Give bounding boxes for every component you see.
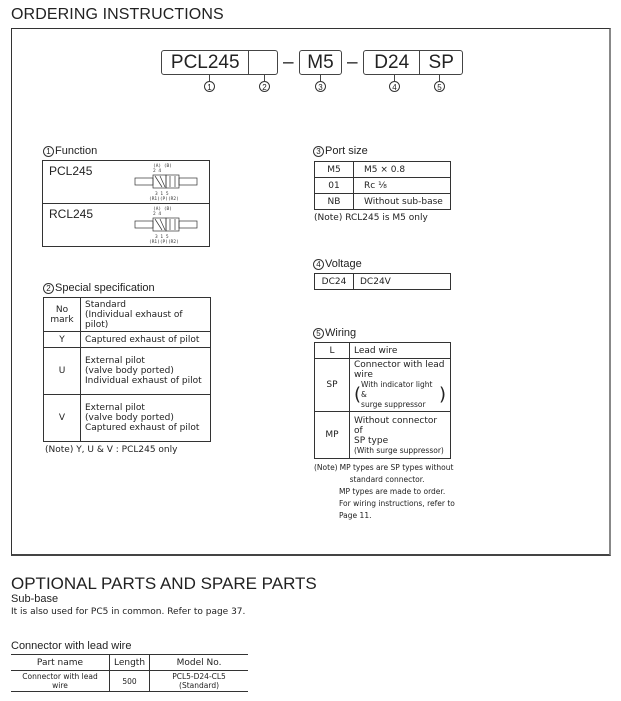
- wiring-title: Wiring: [325, 327, 357, 339]
- valve-symbol-icon: [133, 161, 209, 203]
- model-code-group-2: [299, 50, 342, 75]
- table-row: [315, 343, 451, 359]
- marker-4: 4: [389, 81, 400, 92]
- subbase-text: It is also used for PC5 in common. Refer to page 37.: [11, 607, 246, 617]
- function-label: PCL245: [49, 164, 93, 178]
- table-row: [44, 332, 211, 348]
- spec-code: U: [44, 348, 81, 395]
- spec-code: No mark: [44, 298, 81, 332]
- marker-1: 1: [204, 81, 215, 92]
- number-circle: 1: [43, 146, 54, 157]
- connector-table: [11, 654, 248, 692]
- code-wiring: SP: [419, 51, 462, 74]
- function-row: [43, 203, 209, 246]
- table-row: [44, 298, 211, 332]
- number-circle: 4: [313, 259, 324, 270]
- spec-code: Y: [44, 332, 81, 348]
- port-desc: Without sub-base: [354, 194, 451, 210]
- column-header: Model No.: [150, 655, 248, 671]
- symbol-port-label: (R1)(P)(R2): [149, 197, 179, 202]
- wiring-note: (Note) MP types are SP types without standard connector. MP types are made to order. For wiring instructions, refer to Page 11.: [314, 463, 455, 520]
- code-dash: –: [283, 52, 294, 73]
- model-code-group-3: [363, 50, 463, 75]
- port-size-table: [314, 161, 451, 210]
- code-special: [248, 51, 277, 74]
- table-row: [315, 194, 451, 210]
- number-circle: 3: [313, 146, 324, 157]
- wiring-table: [314, 342, 451, 459]
- special-title: Special specification: [55, 282, 155, 294]
- symbol-port-number: 2 4: [153, 212, 162, 217]
- code-voltage: D24: [374, 51, 410, 73]
- voltage-title: Voltage: [325, 258, 362, 270]
- code-dash: –: [347, 52, 358, 73]
- spec-code: V: [44, 395, 81, 442]
- port-code: M5: [315, 162, 354, 178]
- symbol-port-number: 2 4: [153, 169, 162, 174]
- wiring-section-title: [313, 327, 356, 339]
- code-port: M5: [307, 51, 334, 73]
- voltage-table: [314, 273, 451, 290]
- port-code: NB: [315, 194, 354, 210]
- spec-desc: External pilot (valve body ported) Individual exhaust of pilot: [81, 348, 211, 395]
- table-row: [315, 274, 451, 290]
- spec-desc: Captured exhaust of pilot: [81, 332, 211, 348]
- spec-desc: Standard (Individual exhaust of pilot): [81, 298, 211, 332]
- ordering-instructions-title: ORDERING INSTRUCTIONS: [11, 6, 224, 23]
- symbol-port-number: 3 1 5: [155, 235, 169, 240]
- model-code-group-1: [161, 50, 278, 75]
- table-cell: PCL5-D24-CL5 (Standard): [150, 671, 248, 692]
- function-label: RCL245: [49, 207, 94, 221]
- wiring-code: L: [315, 343, 350, 359]
- subbase-title: Sub-base: [11, 593, 59, 605]
- marker-5: 5: [434, 81, 445, 92]
- spec-desc: External pilot (valve body ported) Captured exhaust of pilot: [81, 395, 211, 442]
- column-header: Length: [110, 655, 150, 671]
- number-circle: 2: [43, 283, 54, 294]
- valve-symbol-icon: [133, 204, 209, 246]
- special-spec-table: [43, 297, 211, 442]
- marker-2: 2: [259, 81, 270, 92]
- table-row: [315, 162, 451, 178]
- wiring-code: MP: [315, 412, 350, 459]
- table-cell: Connector with lead wire: [11, 671, 110, 692]
- code-model: PCL245: [170, 51, 240, 73]
- symbol-port-number: 3 1 5: [155, 192, 169, 197]
- table-row: [315, 412, 451, 459]
- wiring-code: SP: [315, 359, 350, 412]
- symbol-port-label: (A) (B): [153, 207, 172, 212]
- function-section-title: [43, 145, 97, 157]
- table-header-row: [11, 655, 248, 671]
- column-header: Part name: [11, 655, 110, 671]
- port-note: (Note) RCL245 is M5 only: [314, 213, 428, 223]
- table-cell: 500: [110, 671, 150, 692]
- port-desc: Rc ⅛: [354, 178, 451, 194]
- marker-3: 3: [315, 81, 326, 92]
- special-note: (Note) Y, U & V : PCL245 only: [45, 445, 178, 455]
- port-code: 01: [315, 178, 354, 194]
- port-section-title: [313, 145, 368, 157]
- port-desc: M5 × 0.8: [354, 162, 451, 178]
- function-row: [43, 161, 209, 203]
- wiring-desc: Without connector of SP type (With surge suppressor): [350, 412, 451, 459]
- special-section-title: [43, 282, 155, 294]
- function-table: [42, 160, 210, 247]
- function-title: Function: [55, 145, 98, 157]
- table-row: [315, 359, 451, 412]
- table-row: [44, 395, 211, 442]
- symbol-port-label: (A) (B): [153, 164, 172, 169]
- port-title: Port size: [325, 145, 368, 157]
- table-row: [315, 178, 451, 194]
- table-row: [44, 348, 211, 395]
- voltage-code: DC24: [315, 274, 354, 290]
- voltage-section-title: [313, 258, 362, 270]
- voltage-desc: DC24V: [354, 274, 451, 290]
- table-row: [11, 671, 248, 692]
- wiring-desc: Lead wire: [350, 343, 451, 359]
- wiring-desc: Connector with lead wire ( With indicator light & surge suppressor ): [350, 359, 451, 412]
- optional-parts-title: OPTIONAL PARTS AND SPARE PARTS: [11, 574, 317, 593]
- number-circle: 5: [313, 328, 324, 339]
- symbol-port-label: (R1)(P)(R2): [149, 240, 179, 245]
- connector-title: Connector with lead wire: [11, 640, 132, 652]
